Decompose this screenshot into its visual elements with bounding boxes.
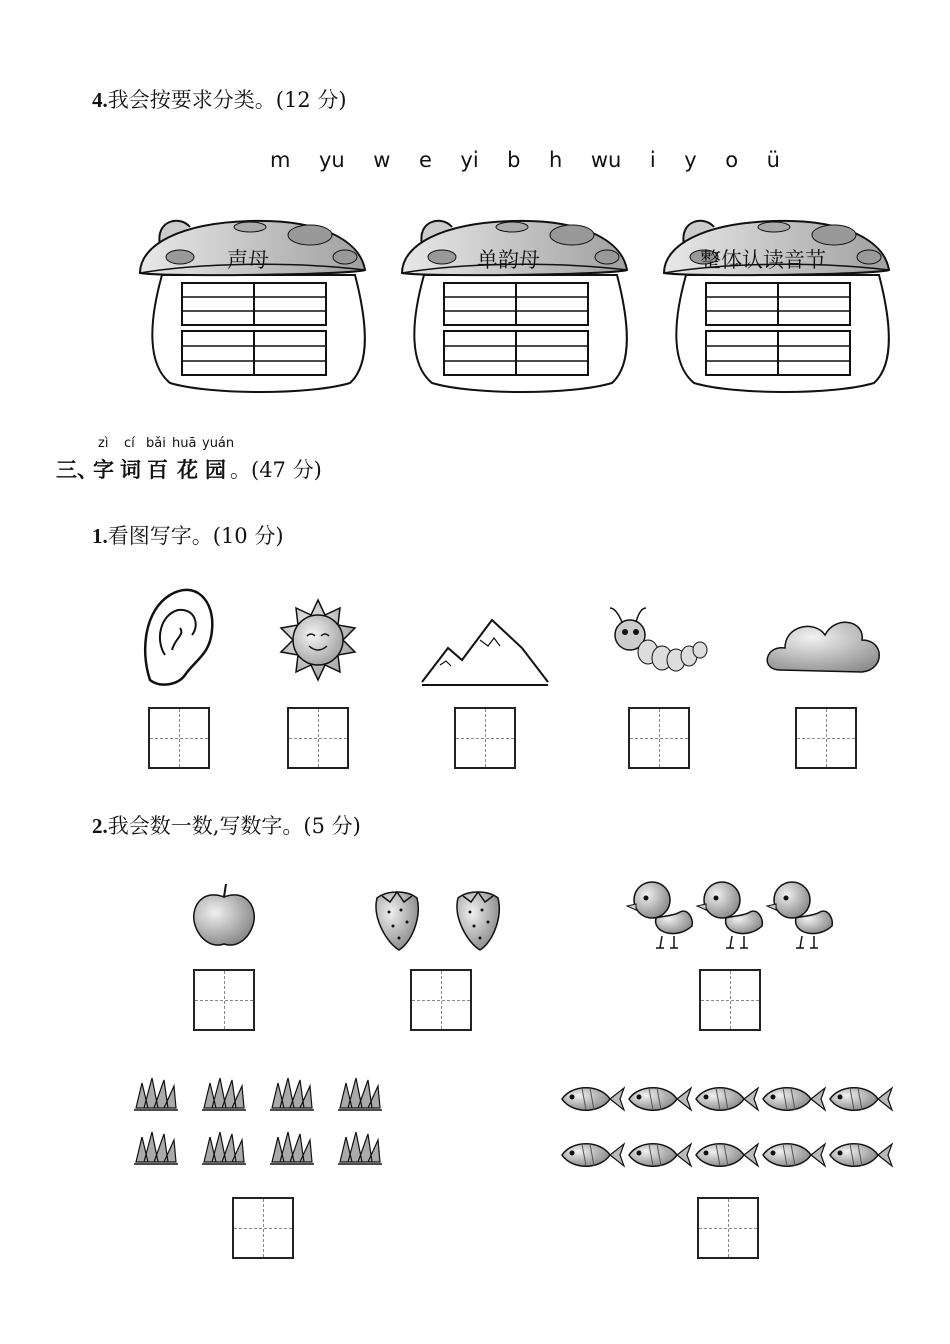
q2-pictures [0,870,950,1190]
writing-box[interactable] [148,707,210,769]
pinyin-item: b [507,148,521,172]
writing-box[interactable] [410,969,472,1031]
ruby-hanzi: 百 [147,457,168,482]
q4-number: 4. [92,88,108,112]
fish-icon [830,1144,892,1167]
pinyin-item: e [418,148,432,172]
writing-box[interactable] [628,707,690,769]
section3-prefix: 三、 [56,457,98,482]
cloud-icon [767,622,879,672]
grass-icon [134,1132,178,1164]
ruby-hanzi: 花 [177,457,198,482]
q4-text: 我会按要求分类。(12 分) [107,88,347,112]
caterpillar-icon [610,608,707,671]
grass-icon [338,1132,382,1164]
fish-icon [763,1088,825,1111]
q1-text: 看图写字。(10 分) [107,524,284,548]
pinyin-item: m [270,148,291,172]
q1-title [92,520,284,550]
ruby-pinyin: zì [98,436,109,451]
ruby-hanzi: 词 [120,457,141,482]
writing-box[interactable] [287,707,349,769]
chick-icon [627,882,692,948]
house-label: 整体认读音节 [700,248,826,272]
ruby-pinyin: bǎi [146,436,166,451]
grass-icon [270,1078,314,1110]
writing-box[interactable] [193,969,255,1031]
pinyin-item: h [549,148,563,172]
ruby-pinyin: cí [124,436,135,451]
ruby-pinyin: yuán [202,436,235,451]
apple-icon [194,884,255,945]
pinyin-item: yi [460,148,479,172]
ruby-pinyin: huā [172,436,197,451]
strawberry-icon [376,892,418,950]
fish-icon [830,1088,892,1111]
pinyin-item: y [684,148,697,172]
strawberry-icon [457,892,499,950]
writing-box[interactable] [454,707,516,769]
q2-number: 2. [92,814,108,838]
pinyin-item: o [725,148,739,172]
writing-box[interactable] [697,1197,759,1259]
fish-icon [629,1088,691,1111]
chick-icon [697,882,762,948]
writing-box[interactable] [699,969,761,1031]
fish-icon [562,1144,624,1167]
fish-icon [696,1144,758,1167]
grass-icon [338,1078,382,1110]
grass-icon [202,1132,246,1164]
fish-icon [562,1088,624,1111]
pinyin-item: wu [590,148,622,172]
chick-icon [767,882,832,948]
writing-box[interactable] [232,1197,294,1259]
pinyin-item: ü [766,148,780,172]
ruby-hanzi: 园 [205,457,226,482]
house-label: 声母 [227,248,269,272]
ear-icon [145,590,212,685]
grass-icon [202,1078,246,1110]
section3-score: 。(47 分) [230,458,322,482]
q2-title [92,810,361,840]
fish-icon [696,1088,758,1111]
grass-icon [270,1132,314,1164]
house-label: 单韵母 [477,248,540,272]
pinyin-item: w [373,148,391,172]
mountain-icon [422,620,548,685]
sun-icon [281,600,355,680]
grass-icon [134,1078,178,1110]
q1-number: 1. [92,524,108,548]
pinyin-item: yu [318,148,345,172]
mushroom-houses [0,0,950,420]
fish-icon [629,1144,691,1167]
pinyin-item: i [649,148,656,172]
ruby-hanzi: 字 [93,457,114,482]
fish-icon [763,1144,825,1167]
q2-text: 我会数一数,写数字。(5 分) [107,814,361,838]
q1-pictures [0,580,950,690]
writing-box[interactable] [795,707,857,769]
